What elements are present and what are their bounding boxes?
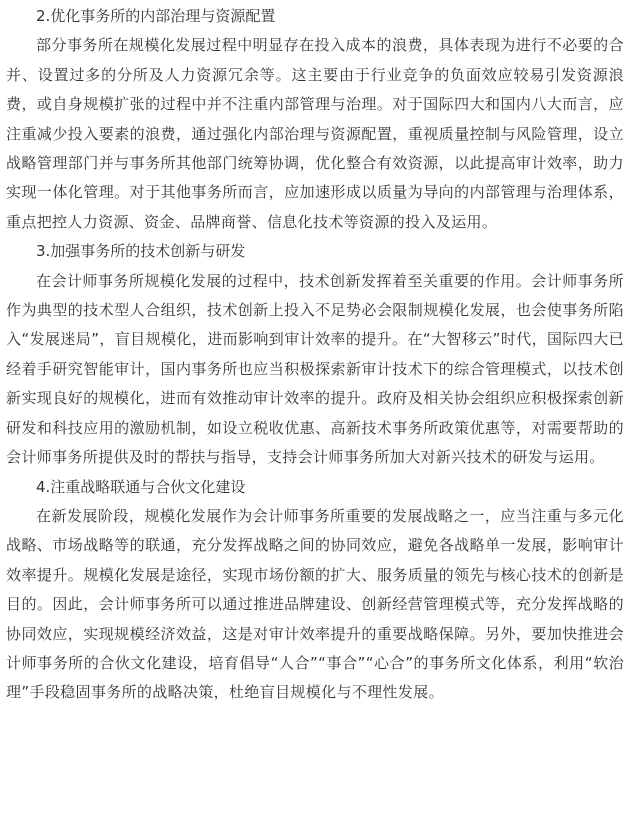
- section-body-2: 部分事务所在规模化发展过程中明显存在投入成本的浪费，具体表现为进行不必要的合并、设置过多的分所及人力资源冗余等。这主要由于行业竞争的负面效应较易引发资源浪费，或自身规模扩张的过程中并不注重内部管理与治理。对于国际四大和国内八大而言，应注重减少投入要素的浪费，通过强化内部治理与资源配置，重视质量控制与风险管理，设立战略管理部门并与事务所其他部门统筹协调，优化整合有效资源，以此提高审计效率，助力实现一体化管理。对于其他事务所而言，应加速形成以质量为导向的内部管理与治理体系，重点把控人力资源、资金、品牌商誉、信息化技术等资源的投入及运用。: [6, 36, 624, 231]
- section-heading-2: 2.优化事务所的内部治理与资源配置: [36, 7, 276, 25]
- section-heading-4: 4.注重战略联通与合伙文化建设: [36, 477, 246, 496]
- section-body-4: 在新发展阶段，规模化发展作为会计师事务所重要的发展战略之一，应当注重与多元化战略、市场战略等的联通，充分发挥战略之间的协同效应，避免各战略单一发展，影响审计效率提升。规模化发展是途径，实现市场份额的扩大、服务质量的领先与核心技术的创新是目的。因此，会计师事务所可以通过推进品牌建设、创新经营管理模式等，充分发挥战略的协同效应，实现规模经济效益，这是对审计效率提升的重要战略保障。另外，要加快推进会计师事务所的合伙文化建设，培育倡导“人合”“事合”“心合”的事务所文化体系，利用“软治理”手段稳固事务所的战略决策，杜绝盲目规模化与不理性发展。: [6, 506, 624, 702]
- section-heading-3: 3.加强事务所的技术创新与研发: [36, 242, 246, 261]
- section-body-3: 在会计师事务所规模化发展的过程中，技术创新发挥着至关重要的作用。会计师事务所作为典型的技术型人合组织，技术创新上投入不足势必会限制规模化发展，也会使事务所陷入“发展迷局”，盲目规模化，进而影响到审计效率的提升。在“大智移云”时代，国际四大已经着手研究智能审计，国内事务所也应当积极探索新审计技术下的综合管理模式，以技术创新实现良好的规模化，进而有效推动审计效率的提升。政府及相关协会组织应积极探索创新研发和科技应用的激励机制，如设立税收优惠、高新技术事务所政策优惠等，对需要帮助的会计师事务所提供及时的帮扶与指导，支持会计师事务所加大对新兴技术的研发与运用。: [6, 271, 624, 467]
